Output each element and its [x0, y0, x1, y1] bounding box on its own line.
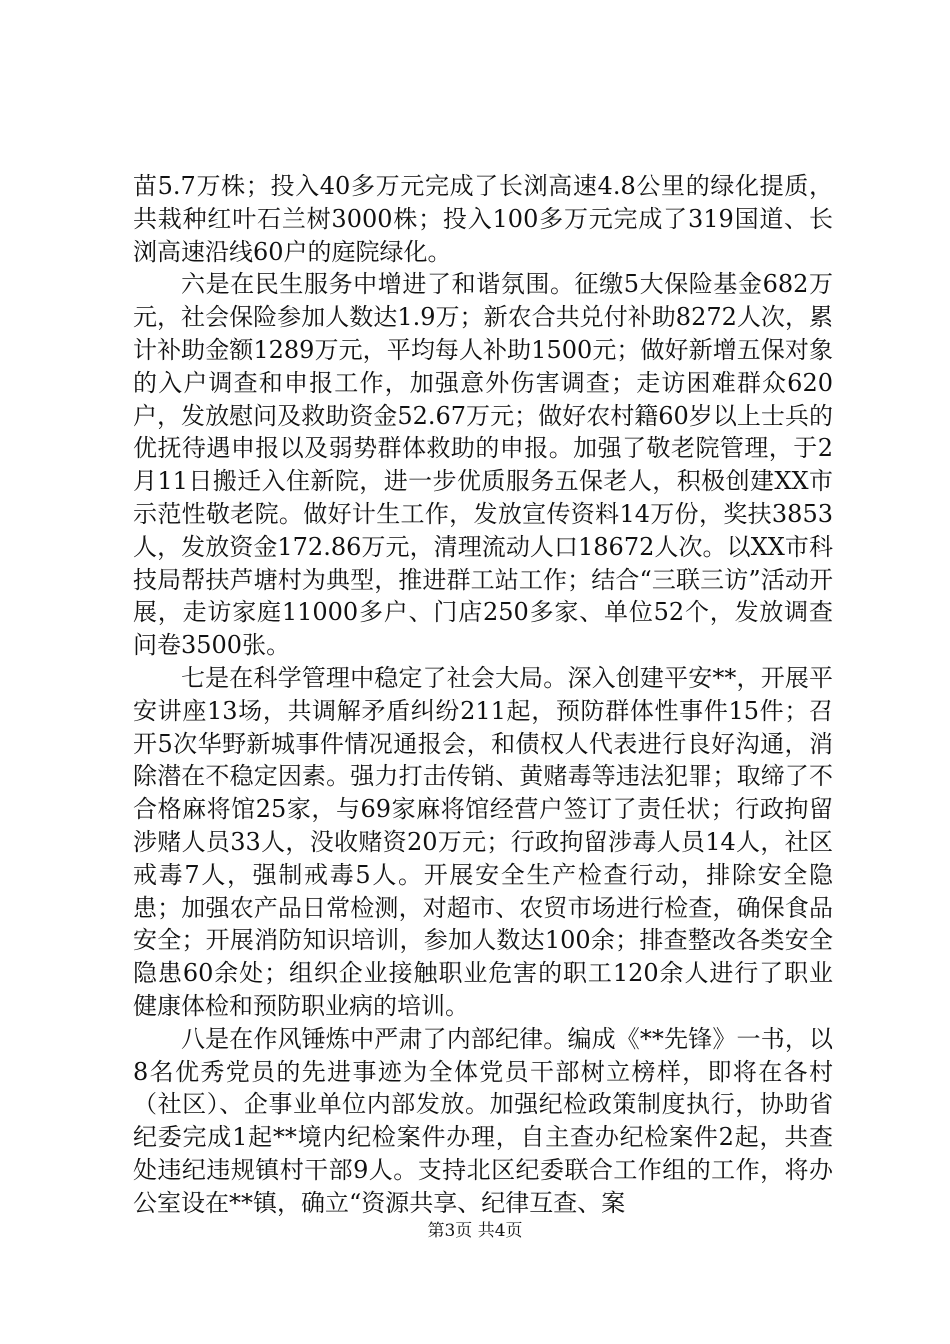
document-body	[133, 170, 833, 1220]
page-footer: 第3页 共4页	[427, 1221, 523, 1241]
paragraph-social-management: 七是在科学管理中稳定了社会大局。深入创建平安**，开展平安讲座13场，共调解矛盾纠纷211起，预防群体性事件15件；召开5次华野新城事件情况通报会，和债权人代表进行良好沟通，消除潜在不稳定因素。强力打击传销、黄赌毒等违法犯罪；取缔了不合格麻将馆25家，与69家麻将馆经营户签订了责任状；行政拘留涉赌人员33人，没收赌资20万元；行政拘留涉毒人员14人，社区戒毒7人，强制戒毒5人。开展安全生产检查行动，排除安全隐患；加强农产品日常检测，对超市、农贸市场进行检查，确保食品安全；开展消防知识培训，参加人数达100余；排查整改各类安全隐患60余处；组织企业接触职业危害的职工120余人进行了职业健康体检和预防职业病的培训。	[133, 663, 833, 1020]
paragraph-livelihood-services: 六是在民生服务中增进了和谐氛围。征缴5大保险基金682万元，社会保险参加人数达1.9万；新农合共兑付补助8272人次，累计补助金额1289万元，平均每人补助1500元；做好新增五保对象的入户调查和申报工作，加强意外伤害调查；走访困难群众620户，发放慰问及救助资金52.67万元；做好农村籍60岁以上士兵的优抚待遇申报以及弱势群体救助的申报。加强了敬老院管理，于2月11日搬迁入住新院，进一步优质服务五保老人，积极创建XX市示范性敬老院。做好计生工作，发放宣传资料14万份，奖扶3853人，发放资金172.86万元，清理流动人口18672人次。以XX市科技局帮扶芦塘村为典型，推进群工站工作；结合“三联三访”活动开展，走访家庭11000多户、门店250多家、单位52个，发放调查问卷3500张。	[133, 270, 833, 660]
paragraph-internal-discipline: 八是在作风锤炼中严肃了内部纪律。编成《**先锋》一书，以8名优秀党员的先进事迹为全体党员干部树立榜样，即将在各村（社区）、企事业单位内部发放。加强纪检政策制度执行，协助省纪委完成1起**境内纪检案件办理，自主查办纪检案件2起，共查处违纪违规镇村干部9人。支持北区纪委联合工作组的工作，将办公室设在**镇，确立“资源共享、纪律互查、案	[133, 1024, 833, 1217]
paragraph-greening: 苗5.7万株；投入40多万元完成了长浏高速4.8公里的绿化提质，共栽种红叶石兰树3000株；投入100多万元完成了319国道、长浏高速沿线60户的庭院绿化。	[133, 172, 833, 266]
